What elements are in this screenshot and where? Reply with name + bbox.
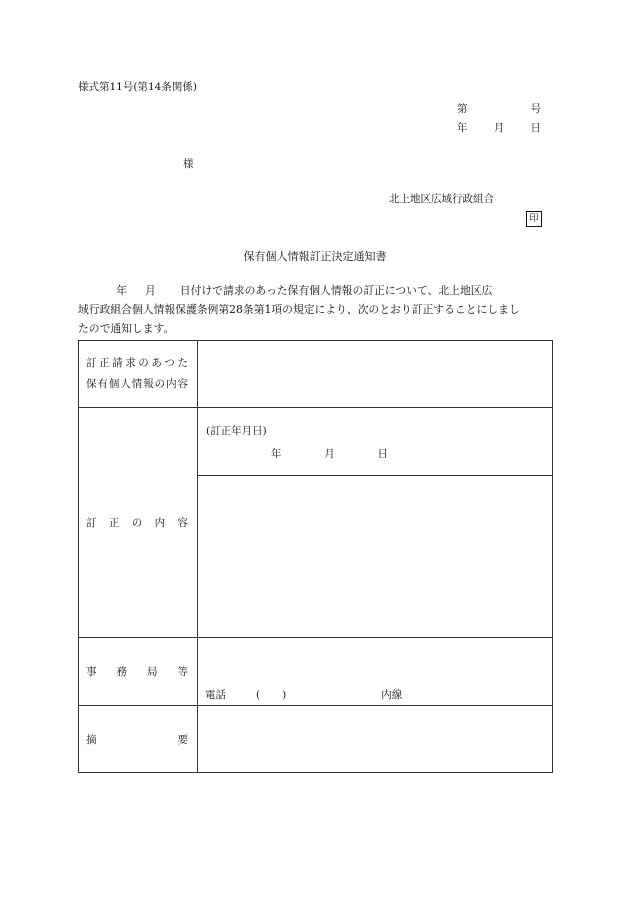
field-correction-date[interactable] bbox=[198, 408, 553, 476]
request-label-char: の bbox=[154, 378, 166, 390]
request-label-char: 個 bbox=[108, 378, 120, 390]
office-label-char: 事 bbox=[86, 666, 97, 678]
table-row-request-content bbox=[79, 341, 553, 408]
correction-month-label: 月 bbox=[324, 448, 335, 460]
label-correction-content bbox=[79, 408, 198, 638]
request-label-char: 訂 bbox=[86, 357, 97, 369]
request-label-char: の bbox=[138, 357, 149, 369]
body-line-2: 域行政組合個人情報保護条例第28条第1項の規定により、次のとおり訂正することにしまし bbox=[78, 303, 520, 316]
issuer-name: 北上地区広域行政組合 bbox=[389, 193, 494, 205]
paren-close: ) bbox=[282, 689, 287, 701]
telephone-label: 電話 bbox=[205, 689, 226, 701]
body-month: 月 bbox=[145, 284, 156, 297]
day-label: 日 bbox=[530, 122, 541, 134]
correction-label-char: 内 bbox=[154, 517, 166, 529]
document-number bbox=[457, 101, 541, 116]
table-row-correction-date bbox=[79, 408, 553, 476]
label-request-content bbox=[79, 341, 198, 408]
office-label-char: 務 bbox=[116, 666, 127, 678]
label-line-1 bbox=[86, 353, 188, 374]
correction-label-char: 訂 bbox=[86, 517, 97, 529]
body-year: 年 bbox=[116, 284, 127, 297]
correction-form-table bbox=[78, 340, 553, 773]
office-label-char: 局 bbox=[147, 666, 158, 678]
field-remarks[interactable] bbox=[198, 706, 553, 773]
request-label-char: 有 bbox=[97, 378, 108, 390]
seal-stamp: 印 bbox=[526, 211, 542, 227]
request-label-char: 容 bbox=[177, 378, 188, 390]
request-label-char: つ bbox=[164, 357, 175, 369]
correction-date-label: (訂正年月日) bbox=[206, 425, 267, 437]
paren-open: ( bbox=[256, 689, 261, 701]
request-label-char: 内 bbox=[166, 378, 177, 390]
correction-day-label: 日 bbox=[377, 448, 388, 460]
form-number: 様式第11号(第14条関係) bbox=[78, 81, 197, 93]
label-office bbox=[79, 638, 198, 706]
remarks-label-char: 要 bbox=[177, 733, 188, 746]
request-label-char: 人 bbox=[120, 378, 131, 390]
body-line-1 bbox=[78, 286, 492, 297]
request-label-char: あ bbox=[151, 357, 162, 369]
correction-label-char: 正 bbox=[108, 517, 120, 529]
request-label-char: た bbox=[177, 357, 188, 369]
body-line-3: たので通知します。 bbox=[78, 322, 175, 335]
telephone-line bbox=[205, 687, 402, 702]
body-text-1: 付けで請求のあった保有個人情報の訂正について、北上地区広 bbox=[190, 284, 493, 297]
remarks-label-char: 摘 bbox=[86, 733, 97, 746]
request-label-char: 情 bbox=[131, 378, 143, 390]
table-row-office bbox=[79, 638, 553, 706]
field-request-content[interactable] bbox=[198, 341, 553, 408]
request-label-char: 保 bbox=[86, 378, 97, 390]
office-label-char: 等 bbox=[177, 666, 188, 678]
addressee-honorific: 様 bbox=[183, 158, 194, 170]
month-label: 月 bbox=[493, 122, 505, 134]
number-prefix: 第 bbox=[457, 103, 468, 115]
label-remarks bbox=[79, 706, 198, 773]
correction-date-fields bbox=[271, 446, 388, 461]
correction-label-char: 容 bbox=[177, 517, 188, 529]
correction-year-label: 年 bbox=[271, 448, 282, 460]
request-label-char: 正 bbox=[99, 357, 110, 369]
label-line-2 bbox=[86, 374, 188, 395]
issue-date bbox=[457, 120, 541, 135]
field-correction-content[interactable] bbox=[198, 476, 553, 638]
request-label-char: 請 bbox=[112, 357, 123, 369]
table-row-remarks bbox=[79, 706, 553, 773]
year-label: 年 bbox=[457, 122, 468, 134]
request-label-char: 求 bbox=[125, 357, 136, 369]
number-suffix: 号 bbox=[530, 103, 541, 115]
request-label-char: 報 bbox=[143, 378, 154, 390]
extension-label: 内線 bbox=[381, 689, 403, 701]
body-day: 日 bbox=[179, 284, 191, 297]
field-office[interactable] bbox=[198, 638, 553, 706]
document-title: 保有個人情報訂正決定通知書 bbox=[243, 250, 387, 263]
correction-label-char: の bbox=[131, 517, 143, 529]
